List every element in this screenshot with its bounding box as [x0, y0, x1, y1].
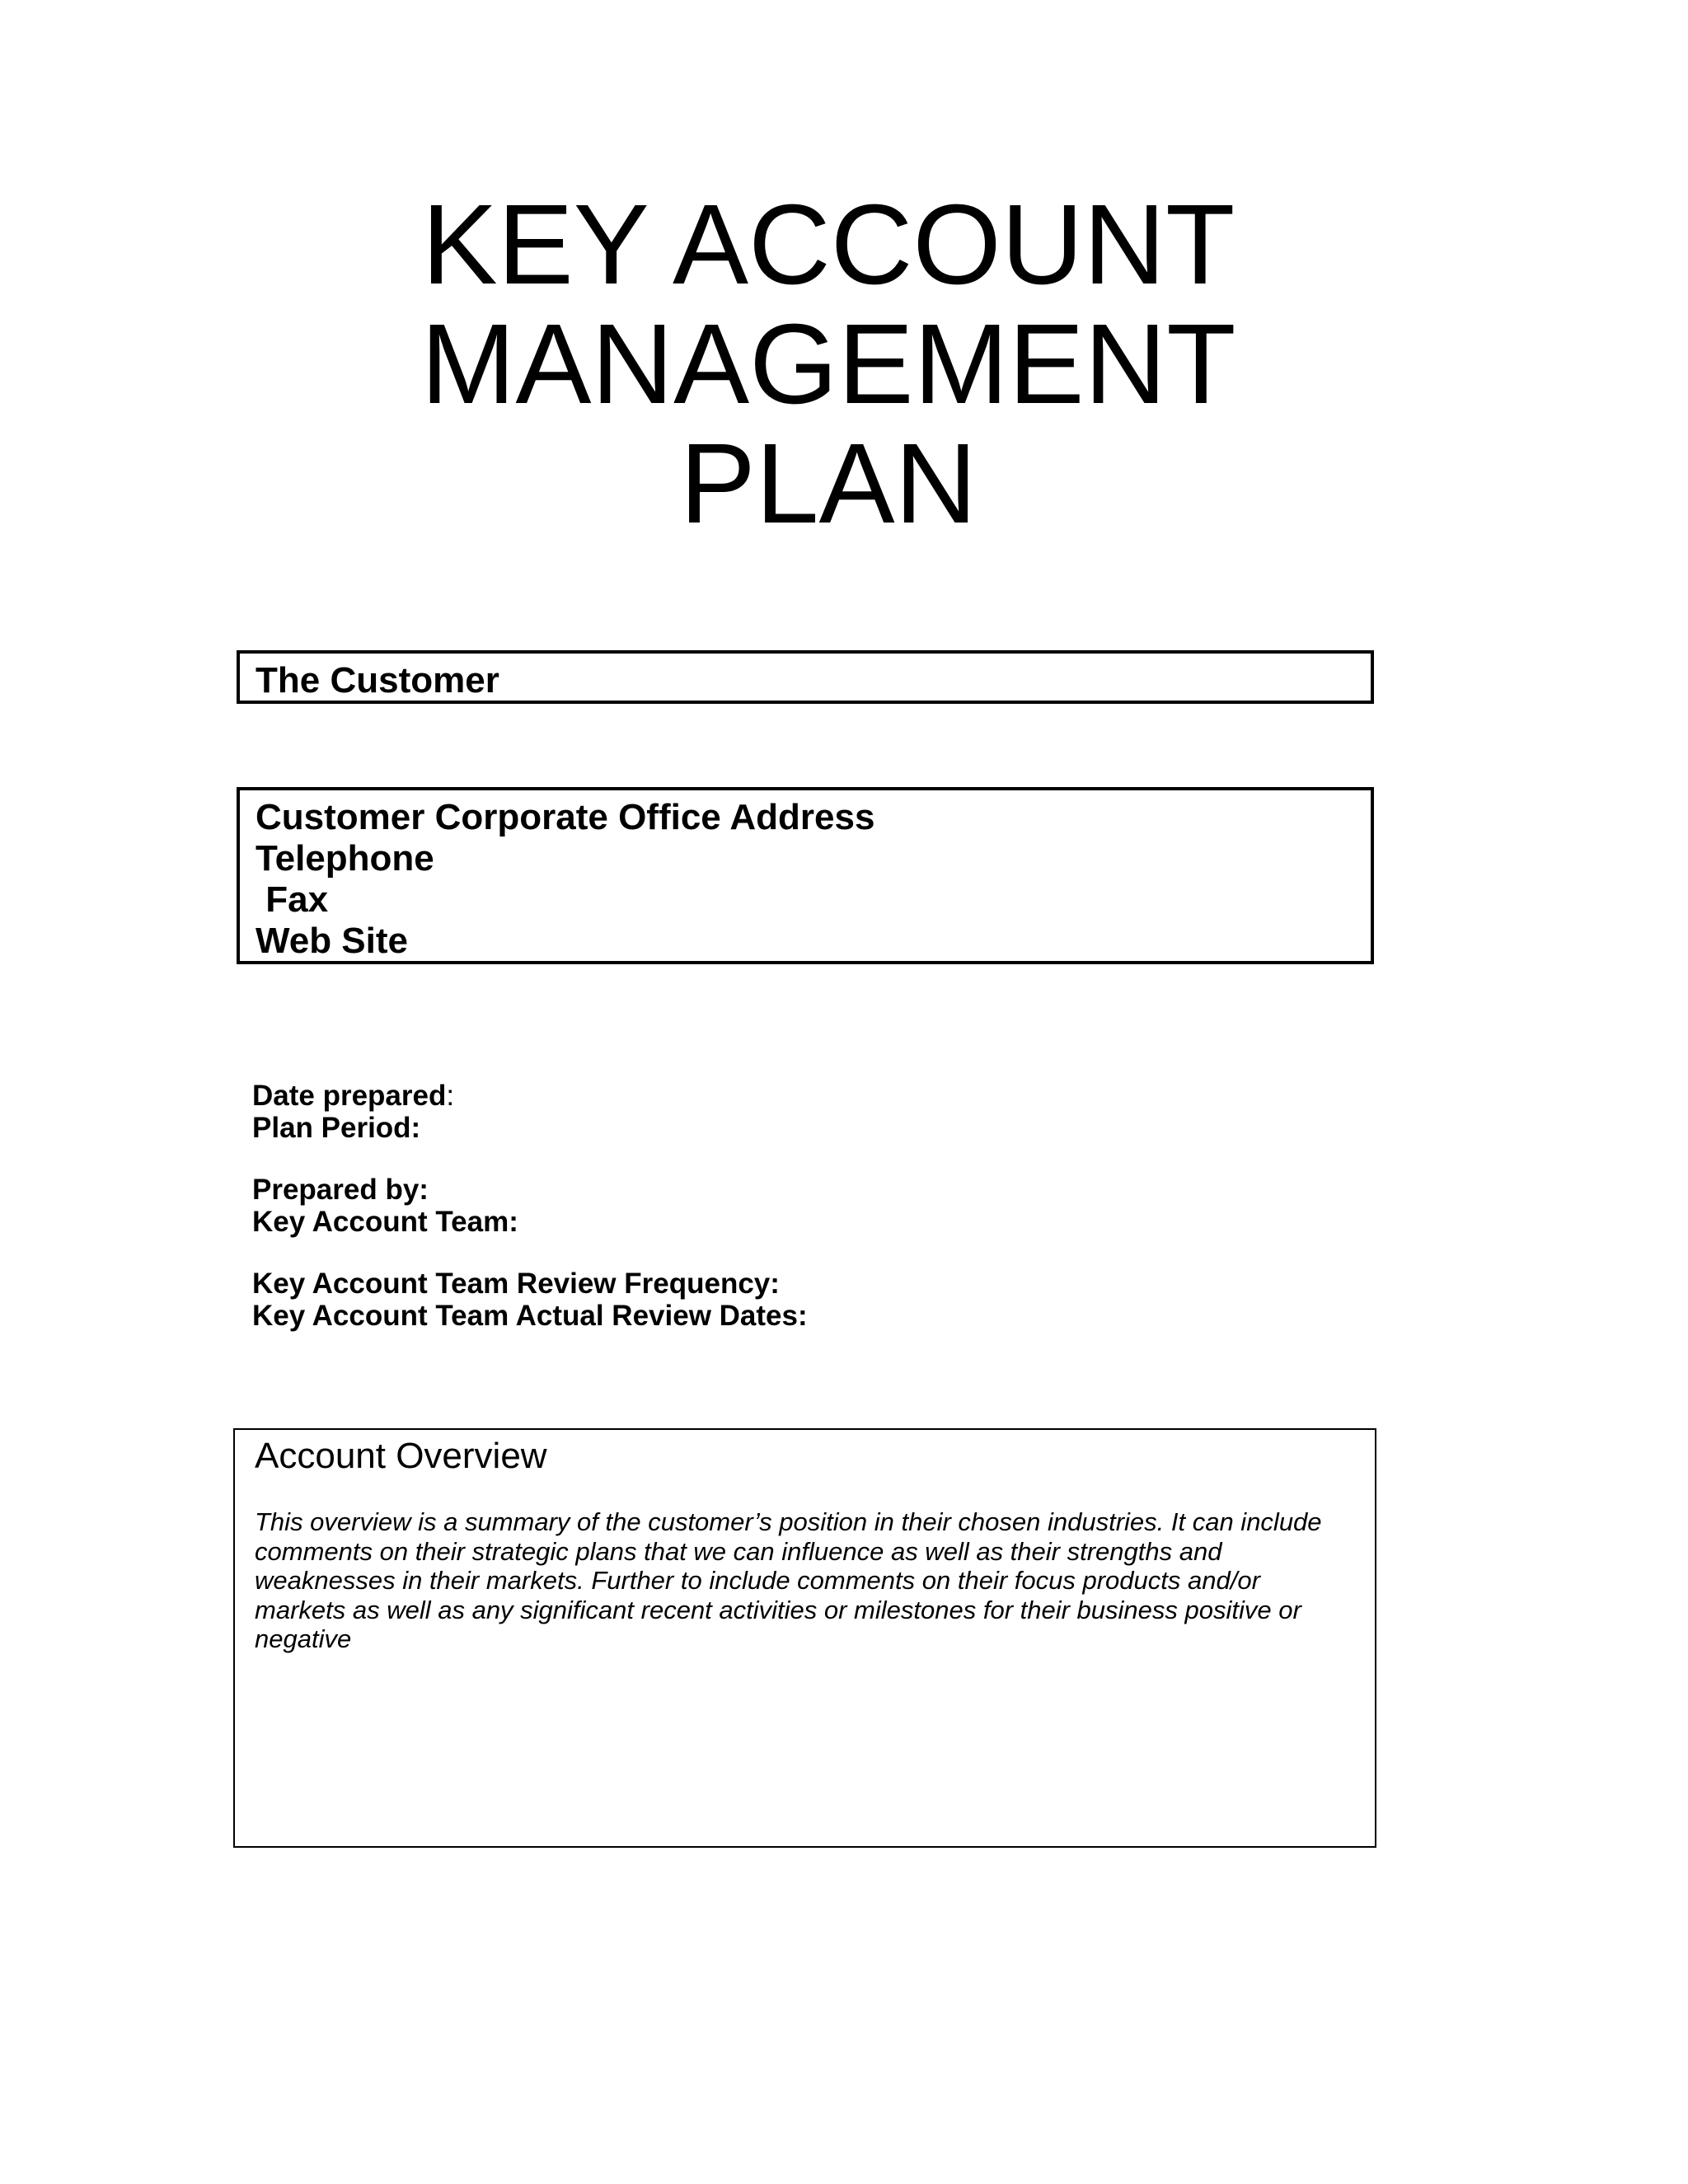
actual-review-dates-label: Key Account Team Actual Review Dates: [252, 1300, 808, 1332]
customer-label: The Customer [256, 660, 499, 701]
prepared-by-group [252, 1174, 808, 1238]
date-prepared-label: Date prepared [252, 1080, 447, 1112]
corporate-address-label: Customer Corporate Office Address [256, 797, 875, 837]
fax-label: Fax [256, 879, 329, 920]
plan-period-label: Plan Period: [252, 1112, 421, 1144]
account-overview-heading: Account Overview [255, 1436, 547, 1476]
account-overview-text: This overview is a summary of the customer’s position in their chosen industries. It can include comments on their strategic plans that we can influence as well as their strengths and weaknesses in their markets. Further to include comments on their focus products and/or markets as well as any significant recent activities or milestones for their business positive or negative [255, 1507, 1322, 1653]
customer-box [237, 650, 1374, 704]
document-title [247, 181, 1409, 547]
date-prepared-field [252, 1080, 808, 1112]
account-overview-box [233, 1428, 1376, 1848]
title-line: KEY ACCOUNT [421, 181, 1236, 308]
title-line: PLAN [679, 420, 978, 547]
review-frequency-label: Key Account Team Review Frequency: [252, 1268, 780, 1300]
plan-date-group [252, 1080, 808, 1144]
web-site-label: Web Site [256, 921, 409, 961]
prepared-by-label: Prepared by: [252, 1174, 429, 1206]
telephone-label: Telephone [256, 838, 434, 879]
customer-contact-box [237, 787, 1374, 964]
review-group [252, 1268, 808, 1332]
plan-info [252, 1080, 808, 1361]
date-prepared-colon: : [446, 1080, 455, 1112]
title-line: MANAGEMENT [420, 301, 1236, 428]
key-account-team-label: Key Account Team: [252, 1206, 518, 1238]
